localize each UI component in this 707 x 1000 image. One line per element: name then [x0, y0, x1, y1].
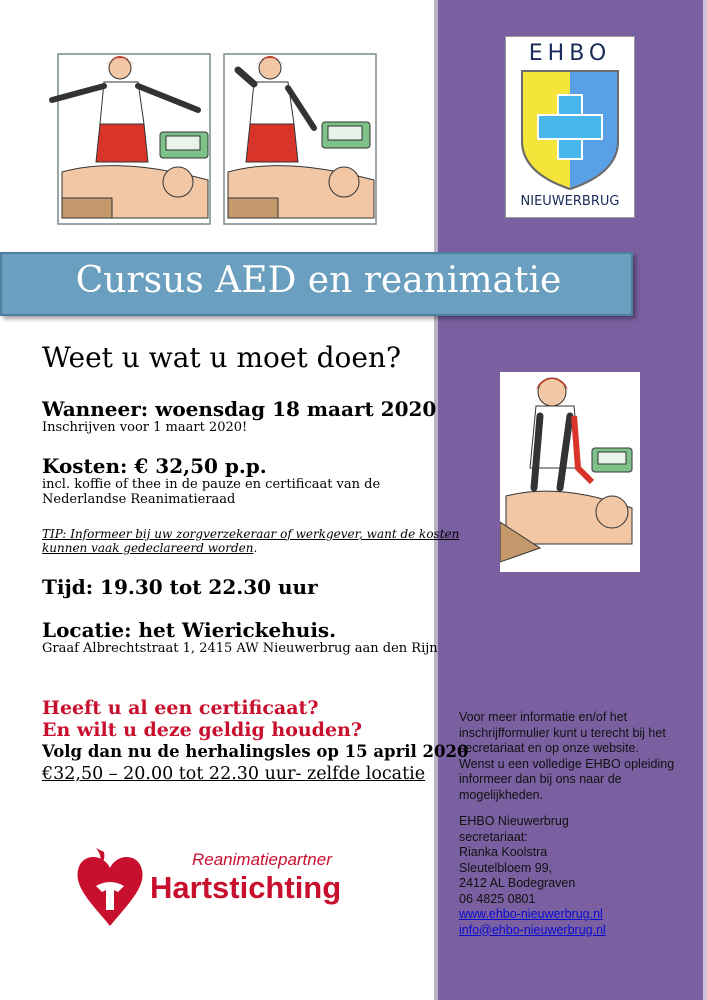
- sidebar-edge: [703, 0, 707, 1000]
- logo-top-text: EHBO: [528, 41, 612, 66]
- contact-line: 2412 AL Bodegraven: [459, 876, 576, 890]
- refresher-line: Volg dan nu de herhalingsles op 15 april 2020: [42, 742, 469, 761]
- info-line: informeer dan bij ons naar de: [459, 772, 622, 786]
- tip-line-2-end: .: [253, 541, 258, 555]
- tip-line-2: [42, 541, 257, 555]
- contact-line: Sleutelbloem 99,: [459, 860, 553, 875]
- info-line: inschrijfformulier kunt u terecht bij het: [459, 725, 666, 740]
- contact-line: EHBO Nieuwerbrug: [459, 814, 569, 828]
- location-heading: Locatie: het Wierickehuis.: [42, 618, 337, 642]
- title-banner: [0, 252, 633, 316]
- info-line: Wenst u een volledige EHBO opleiding: [459, 756, 675, 771]
- info-line: mogelijkheden.: [459, 787, 544, 802]
- info-line: Voor meer informatie en/of het: [459, 710, 628, 724]
- certificate-question-1: Heeft u al een certificaat?: [42, 697, 319, 719]
- website-link[interactable]: www.ehbo-nieuwerbrug.nl: [459, 907, 603, 921]
- email-link[interactable]: info@ehbo-nieuwerbrug.nl: [459, 922, 606, 937]
- shield-icon: [520, 69, 620, 191]
- sidebar-info: [459, 710, 674, 803]
- registration-note: Inschrijven voor 1 maart 2020!: [42, 420, 248, 435]
- partner-name: Hartstichting: [150, 870, 342, 905]
- contact-line: secretariaat:: [459, 829, 528, 844]
- cpr-illustration: [500, 372, 640, 572]
- tip-line-1: TIP: Informeer bij uw zorgverzekeraar of werkgever, want de kosten: [42, 527, 460, 541]
- certificate-question-2: En wilt u deze geldig houden?: [42, 719, 363, 741]
- cost-note-line-2: Nederlandse Reanimatieraad: [42, 492, 236, 507]
- sidebar-contact: [459, 814, 606, 938]
- contact-line: Rianka Koolstra: [459, 845, 548, 859]
- contact-line: 06 4825 0801: [459, 891, 536, 906]
- date-heading: Wanneer: woensdag 18 maart 2020: [42, 397, 437, 421]
- partner-label: Reanimatiepartner: [192, 850, 332, 869]
- page-title: Cursus AED en reanimatie: [75, 260, 562, 301]
- cost-note-line-1: incl. koffie of thee in de pauze en certificaat van de: [42, 477, 381, 492]
- info-line: secretariaat en op onze website.: [459, 741, 639, 755]
- headline-question: Weet u wat u moet doen?: [42, 341, 401, 374]
- aed-instruction-illustration: [48, 48, 416, 228]
- heart-icon: [74, 846, 146, 930]
- tip-line-2-text: kunnen vaak gedeclareerd worden: [42, 541, 254, 555]
- ehbo-logo: [505, 36, 635, 218]
- logo-bottom-text: NIEUWERBRUG: [520, 194, 620, 209]
- cost-heading: Kosten: € 32,50 p.p.: [42, 454, 267, 478]
- refresher-price: €32,50 – 20.00 tot 22.30 uur- zelfde locatie: [42, 764, 426, 784]
- time-heading: Tijd: 19.30 tot 22.30 uur: [42, 575, 318, 599]
- location-address: Graaf Albrechtstraat 1, 2415 AW Nieuwerbrug aan den Rijn: [42, 641, 438, 656]
